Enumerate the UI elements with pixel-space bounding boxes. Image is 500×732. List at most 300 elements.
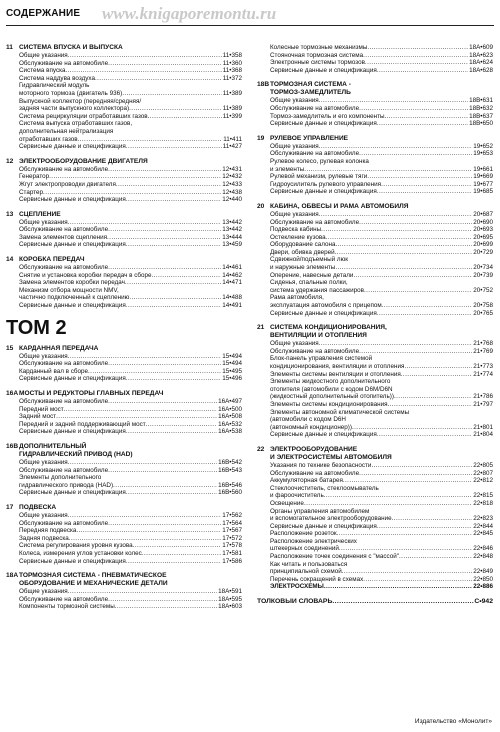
toc-entry[interactable] [6,603,242,611]
toc-page-number: 22•845 [473,530,493,538]
dot-leader [107,234,221,242]
header-rule [6,25,494,26]
toc-entry-text: гидравлического привода (HAD) [19,481,114,489]
toc-entry-text: Обслуживание на автомобиле [270,104,360,112]
toc-entry-label [270,219,472,227]
toc-entry-label [19,558,221,566]
section-number: 18А [6,572,19,580]
toc-entry[interactable] [6,241,242,249]
toc-entry[interactable] [257,219,493,227]
toc-page-number: 21•797 [473,400,493,408]
toc-entry[interactable] [257,576,493,584]
toc-entry-text: Обслуживание на автомобиле [19,466,109,474]
section-title-line: РУЛЕВОЕ УПРАВЛЕНИЕ [270,134,349,142]
section-heading [6,44,242,52]
toc-entry-label [270,500,472,508]
section-title [19,256,242,264]
toc-entry[interactable] [6,173,242,181]
dot-leader [88,368,221,376]
dot-leader [129,294,221,302]
toc-entry[interactable] [6,264,242,272]
toc-entry-label [270,44,468,52]
dot-leader [304,166,472,174]
toc-page-number: 22•846 [473,545,493,553]
dot-leader [324,583,472,591]
toc-entry-text-line: Как читать и пользоваться [270,560,348,568]
toc-section [6,256,242,310]
dot-leader [148,113,222,121]
section-heading [257,203,493,211]
toc-entry[interactable] [257,568,493,576]
section-title [19,158,242,166]
toc-entry[interactable] [257,424,493,432]
toc-page-number: 19•661 [473,165,493,173]
toc-entry[interactable] [6,489,242,497]
dot-leader [377,67,468,75]
toc-section [257,44,493,74]
toc-entry-label [19,136,222,144]
toc-entry-text: Общие указания [19,458,68,466]
toc-page-number: 19•652 [473,142,493,150]
toc-entry-label [19,542,221,550]
toc-entry-text: Колесные тормозные механизмы [270,44,368,51]
toc-entry-text: и элементы [270,165,305,173]
toc-entry[interactable] [6,558,242,566]
toc-page-number: 22•823 [473,515,493,523]
toc-entry[interactable] [257,143,493,151]
section-title-line: КАБИНА, ОБВЕСЫ И РАМА АВТОМОБИЛЯ [270,202,409,210]
dot-leader [335,264,472,272]
toc-page-number: 19•685 [473,188,493,196]
section-title-line: ТОРМОЗ-ЗАМЕДЛИТЕЛЬ [270,89,351,97]
toc-entry-label [270,470,472,478]
toc-entry[interactable] [6,67,242,75]
toc-entry[interactable] [6,279,242,287]
toc-entry[interactable] [257,302,493,310]
toc-entry-label [270,424,472,432]
toc-entry[interactable] [257,67,493,75]
toc-page-number: 11•427 [222,143,242,151]
toc-entry-text: Гидроусилитель рулевого управления [270,180,382,188]
toc-page-number: 18А•609 [469,44,493,51]
toc-entry[interactable] [6,527,242,535]
toc-entry-text-line: Стеклоочиститель, стеклоомыватель [270,484,379,492]
toc-page-number: 19•677 [473,180,493,188]
toc-entry-text: система удержания пассажиров [270,286,364,294]
toc-section [6,504,242,565]
toc-entry[interactable] [257,234,493,242]
dot-leader [394,393,472,401]
toc-entry-text: и вспомогательное электрооборудование [270,515,392,523]
toc-entry[interactable] [257,181,493,189]
toc-entry[interactable] [257,211,493,219]
toc-entry-text: Обслуживание на автомобиле [19,59,109,67]
toc-entry[interactable] [257,105,493,113]
toc-entry-text: Колеса, измерения углов установки колес [19,549,142,557]
toc-entry-text: Сервисные данные и спецификация [19,196,126,204]
toc-entry[interactable] [6,550,242,558]
toc-entry-text: Общие указания [270,340,319,348]
toc-entry[interactable] [257,477,493,485]
dot-leader [377,188,472,196]
dot-leader [401,371,473,379]
toc-entry[interactable] [6,181,242,189]
toc-entry-text: задняя части выпускного коллектора) [19,105,130,113]
toc-section [6,345,242,383]
toc-entry-label [19,173,221,181]
toc-entry-label [19,264,221,272]
toc-entry[interactable] [257,272,493,280]
toc-page-number: 17•581 [222,549,242,557]
toc-entry[interactable] [6,52,242,60]
section-title [19,390,242,398]
toc-page-number: 18В•650 [469,120,493,128]
toc-entry-glossary[interactable] [257,598,493,607]
toc-entry-label [270,105,468,113]
dot-leader [43,189,221,197]
toc-page-number: 14•461 [222,264,242,272]
dot-leader [367,173,472,181]
toc-entry-label [19,234,221,242]
toc-entry[interactable] [257,470,493,478]
toc-entry[interactable] [257,241,493,249]
toc-entry-text: Обслуживание на автомобиле [19,398,109,405]
dot-leader [382,302,473,310]
toc-entry[interactable] [257,166,493,174]
section-number: 14 [6,256,14,264]
toc-entry[interactable] [257,523,493,531]
dot-leader [129,105,222,113]
toc-entry[interactable] [6,459,242,467]
toc-entry-text-line: Выпускной коллектор (передняя/средняя/ [19,97,142,105]
toc-entry[interactable] [257,371,493,379]
toc-entry[interactable] [6,368,242,376]
toc-entry-text: Сервисные данные и спецификация [19,241,126,249]
dot-leader [377,431,472,439]
toc-page-number: 21•786 [473,393,493,401]
section-title [270,135,493,143]
toc-entry-text-line: Блок-панель управления системой [270,355,373,363]
dot-leader [371,462,472,470]
toc-entry[interactable] [257,492,493,500]
toc-entry-label [270,241,472,249]
toc-entry-text-line: (автомобили с кодом D6H [270,416,346,424]
toc-entry-text: Рулевой механизм, рулевые тяги [270,173,368,181]
toc-page-number: 12•432 [222,173,242,181]
toc-section [6,443,242,497]
toc-entry[interactable] [257,44,493,52]
toc-entry-text: Сервисные данные и спецификация [270,431,377,439]
toc-entry[interactable] [257,120,493,128]
toc-entry[interactable] [257,264,493,272]
toc-entry[interactable] [6,143,242,151]
toc-page-number: 13•459 [222,241,242,249]
toc-entry-text: Карданный вал в сборе [19,367,89,375]
toc-entry[interactable] [257,500,493,508]
toc-entry-text-line: Элементы дополнительного [19,474,102,482]
toc-page-number: 20•690 [473,218,493,226]
section-title [19,443,242,459]
toc-page-number: 11•411 [223,135,242,143]
toc-entry[interactable] [257,583,493,591]
toc-entry[interactable] [257,530,493,538]
dot-leader [66,67,222,75]
toc-entry-text: Общие указания [19,511,68,519]
toc-page-number: 17•586 [222,557,242,565]
dot-leader [353,272,472,280]
toc-entry[interactable] [257,515,493,523]
toc-entry-text: Обслуживание на автомобиле [19,595,109,603]
dot-leader [78,136,223,144]
toc-page-number: 12•433 [222,180,242,188]
toc-page-number: 13•444 [222,233,242,241]
toc-entry-text: ТОЛКОВЫЙ СЛОВАРЬ [257,598,333,606]
toc-entry-label [270,576,472,584]
toc-page-number: С•942 [474,598,493,606]
section-number: 18В [257,81,270,89]
toc-entry[interactable] [257,340,493,348]
toc-entry-label [19,467,217,475]
toc-entry[interactable] [6,413,242,421]
toc-page-number: 13•442 [222,218,242,226]
toc-entry-label [270,545,472,553]
dot-leader [335,249,473,257]
toc-entry[interactable] [6,105,242,113]
toc-entry-label [19,535,221,543]
toc-page-number: 17•562 [222,511,242,519]
toc-entry[interactable] [257,401,493,409]
toc-entry[interactable] [6,588,242,596]
toc-entry-text: Двери, обивка дверей [270,248,335,256]
section-number: 16А [6,390,19,397]
toc-page-number: 14•488 [222,294,242,302]
dot-leader [108,398,217,406]
toc-entry[interactable] [6,90,242,98]
toc-entry[interactable] [257,59,493,67]
toc-page-number: 16А•508 [218,413,242,421]
toc-entry[interactable] [6,272,242,280]
toc-entry-label [19,226,221,234]
toc-entry[interactable] [257,553,493,561]
toc-page-number: 16В•546 [218,481,242,489]
toc-entry-text: Стартер [19,188,44,196]
toc-page-number: 18А•628 [469,66,493,74]
toc-entry[interactable] [6,520,242,528]
dot-leader [342,568,473,576]
toc-entry[interactable] [6,219,242,227]
toc-page-number: 16А•532 [218,420,242,428]
section-title [270,203,493,211]
dot-leader [363,52,468,60]
toc-entry-text: моторного тормоза (двигатель 936) [19,89,123,97]
toc-entry[interactable] [6,353,242,361]
toc-entry-label [19,166,221,174]
toc-entry[interactable] [6,360,242,368]
toc-entry[interactable] [6,302,242,310]
toc-entry[interactable] [257,310,493,318]
toc-page-number: 11•368 [222,67,242,75]
toc-entry[interactable] [6,189,242,197]
toc-entry-label [270,188,472,196]
toc-entry[interactable] [257,173,493,181]
toc-page-number: 21•801 [473,423,493,431]
section-heading [257,135,493,143]
dot-leader [56,413,217,421]
toc-page-number: 11•360 [222,59,242,67]
dot-leader [332,598,474,607]
toc-entry-label [270,340,472,348]
toc-entry[interactable] [6,166,242,174]
toc-page-number: 18А•603 [218,603,242,611]
toc-section [6,390,242,436]
toc-entry-text-line: Механизм отбора мощности NMV, [19,286,119,294]
toc-page-number: 17•564 [222,519,242,527]
toc-entry-text: Элементы системы кондиционирования [270,400,388,408]
toc-entry[interactable] [257,226,493,234]
toc-page-number: 18А•595 [218,595,242,603]
dot-leader [108,60,222,68]
dot-leader [359,470,472,478]
toc-entry[interactable] [6,512,242,520]
toc-entry[interactable] [6,421,242,429]
section-title-line: ВЕНТИЛЯЦИИ И ОТОПЛЕНИЯ [270,332,367,340]
toc-entry-text: Передний и задний поддерживающий мост [19,420,146,428]
section-number: 12 [6,157,14,165]
toc-entry[interactable] [257,462,493,470]
toc-page-number: 20•758 [473,302,493,310]
toc-entry-text: Обслуживание на автомобиле [19,360,109,368]
toc-entry-label [19,428,217,436]
toc-page-number: 22•848 [473,553,493,561]
toc-page-number: 21•804 [473,431,493,439]
toc-entry-text: Расположение розеток [270,530,337,538]
dot-leader [126,143,222,151]
toc-entry[interactable] [6,535,242,543]
toc-entry-text: штекерных соединений [270,545,339,553]
toc-entry[interactable] [6,136,242,144]
section-number: 13 [6,210,14,218]
toc-entry[interactable] [6,60,242,68]
dot-leader [108,360,221,368]
toc-entry-label [270,120,468,128]
toc-page-number: 22•812 [473,477,493,485]
toc-entry-text: Задний мост [19,413,57,421]
toc-entry-label [270,113,468,121]
toc-entry[interactable] [257,431,493,439]
dot-leader [319,97,468,105]
toc-page-number: 21•769 [473,347,493,355]
section-number: 21 [257,324,265,332]
toc-entry-text: Задняя подвеска [19,534,69,542]
toc-entry-text-line: Расположение электрических [270,537,357,545]
toc-entry[interactable] [257,363,493,371]
toc-entry-label [19,143,222,151]
toc-entry[interactable] [257,52,493,60]
toc-page-number: 22•807 [473,469,493,477]
toc-entry-text: Сервисные данные и спецификация [19,557,126,565]
dot-leader [321,226,472,234]
section-title-line: ТОРМОЗНАЯ СИСТЕМА - ПНЕВМАТИЧЕСКОЕ [19,572,167,580]
dot-leader [392,515,473,523]
toc-entry[interactable] [6,467,242,475]
toc-page-number: 22•805 [473,461,493,469]
toc-entry-label [270,523,472,531]
toc-section [257,203,493,317]
toc-entry-text: Оборудование салона [270,241,336,249]
toc-page-number: 11•389 [222,105,242,113]
toc-entry-text-line: отопителя (автомобили с кодом D6M/D6N [270,385,393,393]
toc-entry-text: Жгут электропроводки двигателя [19,180,116,188]
section-title-line: ДОПОЛНИТЕЛЬНЫЙ [19,442,87,450]
toc-page-number: 19•669 [473,173,493,181]
toc-page-number: 11•399 [222,112,242,120]
toc-page-number: 16В•542 [218,458,242,466]
toc-entry[interactable] [257,113,493,121]
dot-leader [335,241,472,249]
dot-leader [359,105,468,113]
toc-entry[interactable] [6,196,242,204]
toc-entry-text: и наружные элементы [270,264,336,272]
toc-entry[interactable] [6,375,242,383]
toc-entry-label [270,477,472,485]
page-title: СОДЕРЖАНИЕ [6,8,81,19]
section-number: 20 [257,202,265,210]
toc-entry[interactable] [6,542,242,550]
toc-entry[interactable] [6,428,242,436]
toc-entry[interactable] [257,188,493,196]
toc-entry[interactable] [6,226,242,234]
toc-page-number: 14•491 [222,302,242,310]
toc-entry[interactable] [6,234,242,242]
toc-entry-text: Общие указания [19,52,68,59]
toc-entry-text: Сервисные данные и спецификация [270,66,377,74]
dot-leader [142,550,221,558]
toc-entry-text: Компоненты тормозной системы [19,603,115,611]
toc-entry[interactable] [257,545,493,553]
toc-page-number: 20•695 [473,233,493,241]
toc-entry-text: Общие указания [19,588,68,596]
toc-page-number: 15•495 [222,367,242,375]
toc-entry[interactable] [6,406,242,414]
section-title-line: ЭЛЕКТРООБОРУДОВАНИЕ [270,445,358,453]
toc-entry[interactable] [6,482,242,490]
toc-entry-text: Сервисные данные и спецификация [19,375,126,383]
toc-entry-text: Элементы системы вентиляции и отопления [270,370,401,378]
toc-entry-text: Система наддува воздуха [19,74,95,82]
toc-page-number: 20•765 [473,309,493,317]
section-number: 11 [6,44,13,51]
toc-entry-label [19,196,221,204]
toc-entry[interactable] [6,398,242,406]
toc-entry-label [19,550,221,558]
toc-page-number: 16А•500 [218,405,242,413]
toc-entry[interactable] [6,294,242,302]
toc-entry[interactable] [6,596,242,604]
dot-leader [108,166,221,174]
toc-entry-text: Передний мост [19,405,64,413]
dot-leader [68,353,222,361]
toc-entry-text-line: Органы управления автомобилем [270,507,370,515]
toc-entry[interactable] [257,150,493,158]
toc-entry-label [270,515,472,523]
toc-section [6,572,242,611]
toc-entry[interactable] [257,393,493,401]
toc-entry[interactable] [257,97,493,105]
toc-entry-label [270,371,472,379]
toc-entry-label [19,353,221,361]
toc-entry-text: Тормоз-замедлитель и его компоненты [270,112,385,120]
toc-entry-label [19,360,221,368]
